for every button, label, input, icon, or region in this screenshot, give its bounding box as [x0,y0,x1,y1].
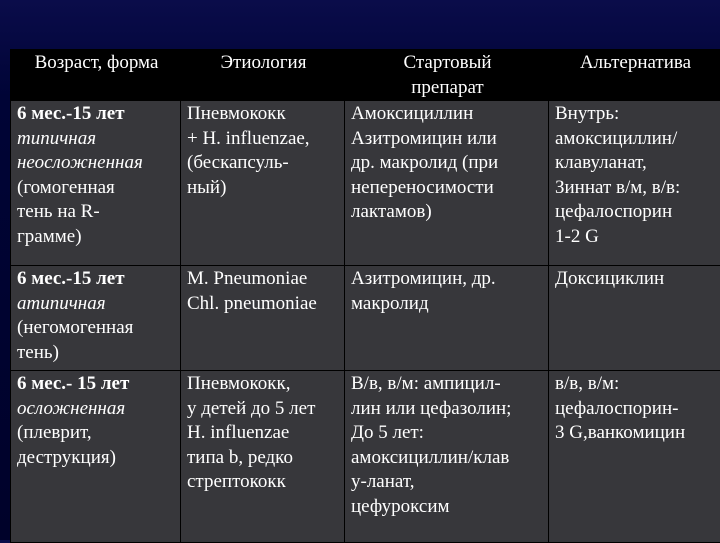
therapy-table [10,49,720,543]
cell-etiology: M. Pneumoniae Chl. pneumoniae [181,266,345,371]
cell-alternative: в/в, в/м: цефалоспорин- 3 G,ванкомицин [549,371,720,543]
cell-age: 6 мес.-15 лет атипичная (негомогенная тень) [11,266,181,371]
table-row [11,266,720,371]
cell-start-drug: Амоксициллин Азитромицин или др. макролид (при непереносимости лактамов) [345,101,549,266]
cell-alternative: Внутрь: амоксициллин/ клавуланат, Зиннат в/м, в/в: цефалоспорин 1-2 G [549,101,720,266]
header-alternative: Альтернатива [549,50,720,101]
cell-age: 6 мес.-15 лет типичная неосложненная (гомогенная тень на R- грамме) [11,101,181,266]
header-etiology: Этиология [181,50,345,101]
cell-etiology: Пневмококк, у детей до 5 лет H. influenzae типа b, редко стрептококк [181,371,345,543]
header-start-drug: Стартовый препарат [345,50,549,101]
table-header-row [11,50,720,101]
cell-alternative: Доксициклин [549,266,720,371]
cell-start-drug: В/в, в/м: ампицил- лин или цефазолин; До 5 лет: амоксициллин/клав у-ланат, цефуроксим [345,371,549,543]
cell-etiology: Пневмококк + H. influenzae, (бескапсуль- ный) [181,101,345,266]
header-age: Возраст, форма [11,50,181,101]
table-row [11,101,720,266]
cell-start-drug: Азитромицин, др. макролид [345,266,549,371]
table-row [11,371,720,543]
cell-age: 6 мес.- 15 лет осложненная (плеврит, деструкция) [11,371,181,543]
